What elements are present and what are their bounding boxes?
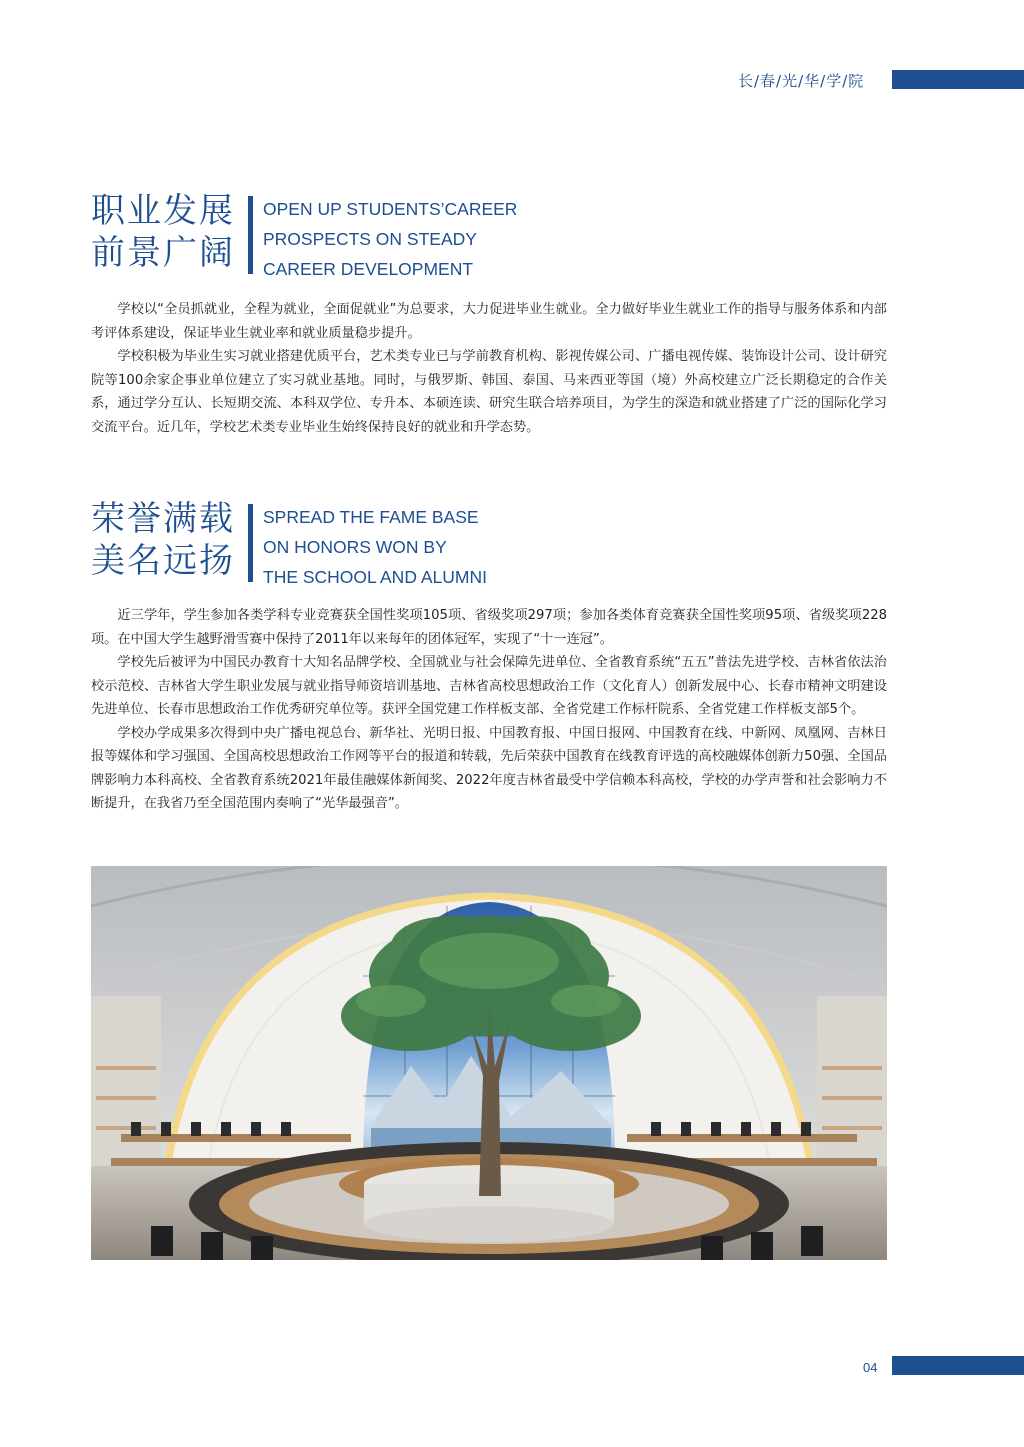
library-hall-photo bbox=[91, 866, 887, 1260]
paragraph: 学校先后被评为中国民办教育十大知名品牌学校、全国就业与社会保障先进单位、全省教育系统“五五”普法先进学校、吉林省依法治校示范校、吉林省大学生职业发展与就业指导师资培训基地、吉林省高校思想政治工作（文化育人）创新发展中心、长春市精神文明建设先进单位、长春市思想政治工作优秀研究单位等。获评全国党建工作样板支部、全省党建工作标杆院系、全省党建工作样板支部5个。 bbox=[91, 655, 887, 717]
paragraph: 学校积极为毕业生实习就业搭建优质平台，艺术类专业已与学前教育机构、影视传媒公司、广播电视传媒、装饰设计公司、设计研究院等100余家企事业单位建立了实习就业基地。同时，与俄罗斯、韩国、泰国、马来西亚等国（境）外高校建立广泛长期稳定的合作关系，通过学分互认、长短期交流、本科双学位、专升本、本硕连读、研究生联合培养项目，为学生的深造和就业搭建了广泛的国际化学习交流平台。近几年，学校艺术类专业毕业生始终保持良好的就业和升学态势。 bbox=[91, 349, 887, 435]
page-number: 04 bbox=[863, 1360, 878, 1375]
section-title-en-line: CAREER DEVELOPMENT bbox=[263, 259, 474, 279]
paragraph: 学校办学成果多次得到中央广播电视总台、新华社、光明日报、中国教育报、中国日报网、中国教育在线、中新网、凤凰网、吉林日报等媒体和学习强国、全国高校思想政治工作网等平台的报道和转载，先后荣获中国教育在线教育评选的高校融媒体创新力50强、全国品牌影响力本科高校、全省教育系统2021年最佳融媒体新闻奖、2022年度吉林省最受中学信赖本科高校，学校的办学声誉和社会影响力不断提升，在我省乃至全国范围内奏响了“光华最强音”。 bbox=[91, 725, 887, 811]
section-title-zh bbox=[91, 498, 239, 582]
section-title-en-line: SPREAD THE FAME BASE bbox=[263, 507, 479, 527]
section-title-en-line: ON HONORS WON BY bbox=[263, 537, 447, 557]
section-title-zh bbox=[91, 190, 239, 274]
section-title-en-line: PROSPECTS ON STEADY bbox=[263, 229, 477, 249]
section-body-honors bbox=[91, 604, 887, 816]
header-brand: 长/春/光/华/学/院 bbox=[738, 72, 865, 90]
heading-divider bbox=[248, 196, 253, 274]
section-title-zh-line: 荣誉满载 bbox=[91, 499, 235, 539]
section-heading-honors bbox=[91, 498, 487, 592]
footer-accent-bar bbox=[892, 1356, 1024, 1375]
section-title-zh-line: 职业发展 bbox=[91, 191, 235, 231]
section-title-zh-line: 美名远扬 bbox=[91, 541, 235, 581]
section-title-en bbox=[263, 194, 517, 284]
section-title-zh-line: 前景广阔 bbox=[91, 233, 235, 273]
paragraph: 近三学年，学生参加各类学科专业竞赛获全国性奖项105项、省级奖项297项；参加各类体育竞赛获全国性奖项95项、省级奖项228项。在中国大学生越野滑雪赛中保持了2011年以来每年的团体冠军，实现了“十一连冠”。 bbox=[91, 608, 887, 647]
header-accent-bar bbox=[892, 70, 1024, 89]
section-heading-career bbox=[91, 190, 517, 284]
section-title-en-line: THE SCHOOL AND ALUMNI bbox=[263, 567, 487, 587]
section-title-en-line: OPEN UP STUDENTS’CAREER bbox=[263, 199, 518, 219]
heading-divider bbox=[248, 504, 253, 582]
paragraph: 学校以“全员抓就业，全程为就业，全面促就业”为总要求，大力促进毕业生就业。全力做好毕业生就业工作的指导与服务体系和内部考评体系建设，保证毕业生就业率和就业质量稳步提升。 bbox=[91, 302, 887, 341]
section-title-en bbox=[263, 502, 487, 592]
section-body-career bbox=[91, 298, 887, 439]
